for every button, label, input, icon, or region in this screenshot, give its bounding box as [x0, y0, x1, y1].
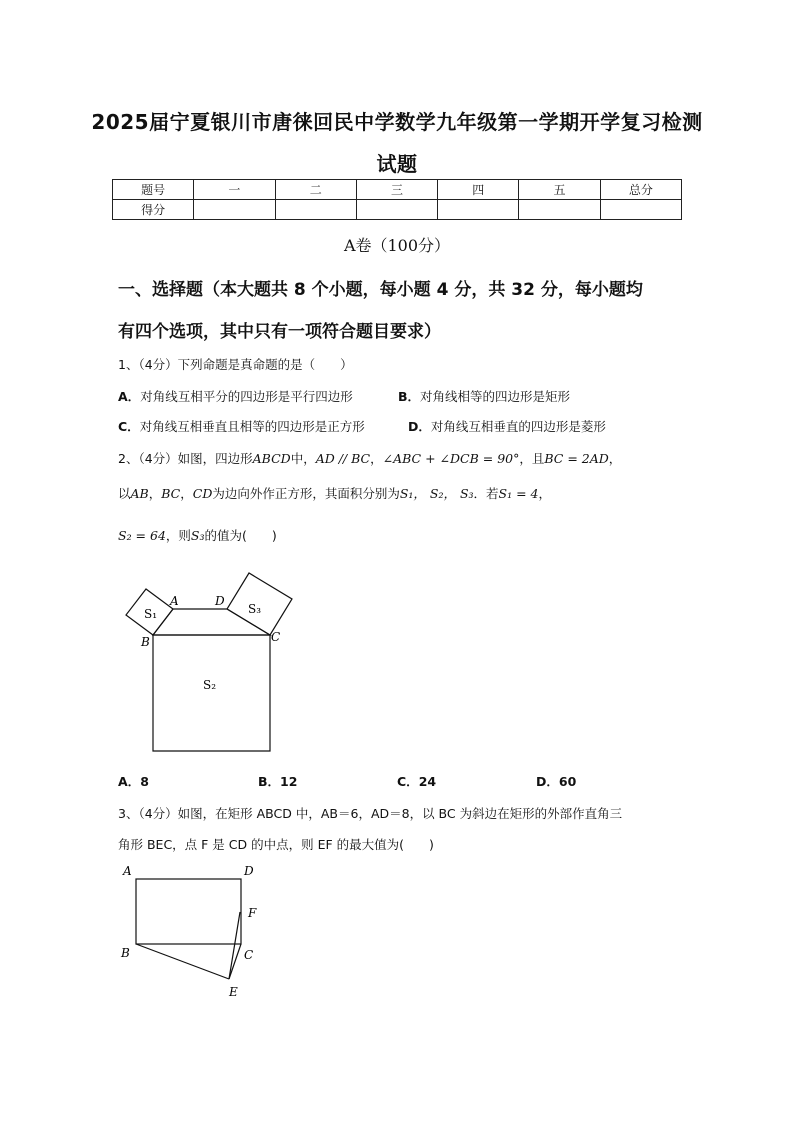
q2-option-label: D． — [536, 774, 559, 789]
q2-text: ，且 — [519, 451, 545, 466]
q1-option-b-text: 对角线相等的四边形是矩形 — [420, 389, 571, 404]
q2-label-c: C — [271, 630, 281, 644]
q2-math-angle: ∠ABC + ∠DCB = 90° — [382, 451, 520, 466]
score-table — [112, 179, 682, 220]
q2-text: 中， — [290, 451, 316, 466]
q2-math-bc: BC = 2AD — [544, 451, 609, 466]
q2-square-s2 — [153, 635, 270, 751]
part1-heading-line2: 有四个选项，其中只有一项符合题目要求） — [118, 322, 441, 342]
q2-line3 — [118, 526, 277, 544]
q2-text: 2、（4分）如图，四边形 — [118, 451, 253, 466]
q2-option-value: 60 — [558, 774, 577, 789]
q2-option-b — [258, 772, 297, 790]
q1-option-d-label: D． — [408, 419, 431, 434]
q2-text: ， — [608, 451, 622, 466]
q3-line2: 角形 BEC，点 F 是 CD 的中点，则 EF 的最大值为( ) — [118, 837, 434, 852]
q3-figure — [115, 860, 275, 1002]
q1-option-d — [408, 417, 606, 435]
q1-option-c — [118, 417, 365, 435]
score-cell — [519, 200, 600, 220]
q2-label-d: D — [215, 594, 225, 608]
q3-label-d: D — [244, 864, 254, 878]
q1-option-a-text: 对角线互相平分的四边形是平行四边形 — [140, 389, 353, 404]
q1-stem: 1、（4分）下列命题是真命题的是（ ） — [118, 357, 353, 372]
q3-segment-be — [136, 944, 229, 979]
score-cell — [356, 200, 437, 220]
q2-option-c — [397, 772, 436, 790]
score-header-cell: 四 — [438, 180, 519, 200]
q2-option-value: 24 — [418, 774, 437, 789]
score-cell — [600, 200, 681, 220]
q2-text: ， — [538, 486, 552, 501]
q3-segment-ec — [229, 944, 241, 979]
q2-option-label: A． — [118, 774, 141, 789]
q2-label-a: A — [170, 594, 179, 608]
q3-label-b: B — [121, 946, 130, 960]
q3-label-f: F — [248, 906, 257, 920]
q3-rectangle — [136, 879, 241, 944]
q2-line1 — [118, 449, 621, 467]
q2-line2 — [118, 484, 551, 502]
score-cell — [438, 200, 519, 220]
score-header-cell: 五 — [519, 180, 600, 200]
score-header-cell: 三 — [356, 180, 437, 200]
score-header-cell: 题号 — [113, 180, 194, 200]
q2-text: ，则 — [165, 528, 191, 543]
q2-text: 的值为( ) — [204, 528, 277, 543]
q2-option-value: 8 — [140, 774, 149, 789]
score-header-cell: 一 — [194, 180, 275, 200]
q2-math-s1: S₁ = 4 — [498, 486, 539, 501]
q2-text: ．若 — [473, 486, 499, 501]
q2-option-d — [536, 772, 576, 790]
q2-math-s2: S₂ = 64 — [118, 528, 166, 543]
q1-option-b-label: B． — [398, 389, 421, 404]
q2-text: ， — [180, 486, 193, 501]
q1-option-a — [118, 387, 353, 405]
q2-label-b: B — [141, 635, 150, 649]
q3-label-e: E — [229, 985, 238, 999]
score-header-cell: 二 — [275, 180, 356, 200]
q1-option-b — [398, 387, 570, 405]
score-table-score-row — [113, 200, 682, 220]
q2-math-cd: CD — [192, 486, 213, 501]
q2-option-a — [118, 772, 149, 790]
q2-math-ab: AB — [130, 486, 149, 501]
q2-math-s3: S₃ — [190, 528, 205, 543]
q2-label-s3: S₃ — [248, 602, 262, 616]
q3-segment-ef — [229, 912, 240, 979]
score-row-label: 得分 — [113, 200, 194, 220]
q2-text: ， — [370, 451, 383, 466]
q2-math-bc2: BC — [161, 486, 181, 501]
page-title-line1: 2025届宁夏银川市唐徕回民中学数学九年级第一学期开学复习检测 — [91, 110, 703, 134]
q2-text: ， — [148, 486, 162, 501]
q2-label-s2: S₂ — [203, 678, 217, 692]
q2-option-value: 12 — [280, 774, 298, 789]
q2-option-label: C． — [397, 774, 419, 789]
q2-option-label: B． — [258, 774, 281, 789]
page-title-line2: 试题 — [376, 152, 418, 176]
q1-option-d-text: 对角线互相垂直的四边形是菱形 — [430, 419, 606, 434]
q2-text: 以 — [118, 486, 131, 501]
q2-text: 为边向外作正方形，其面积分别为 — [212, 486, 400, 501]
q2-math-areas: S₁， S₂， S₃ — [399, 486, 474, 501]
q3-label-c: C — [244, 948, 254, 962]
q2-figure — [115, 565, 305, 760]
q3-label-a: A — [123, 864, 132, 878]
q3-line1: 3、（4分）如图，在矩形 ABCD 中，AB＝6，AD＝8，以 BC 为斜边在矩形的外部作直角三 — [118, 806, 623, 821]
q1-option-c-label: C． — [118, 419, 140, 434]
section-a-heading: A卷（100分） — [343, 236, 451, 255]
q2-label-s1: S₁ — [144, 607, 158, 621]
q1-option-c-text: 对角线互相垂直且相等的四边形是正方形 — [139, 419, 365, 434]
score-header-cell: 总分 — [600, 180, 681, 200]
score-cell — [275, 200, 356, 220]
part1-heading-line1: 一、选择题（本大题共 8 个小题，每小题 4 分，共 32 分，每小题均 — [118, 280, 643, 300]
q1-option-a-label: A． — [118, 389, 141, 404]
q2-math-abcd: ABCD — [252, 451, 291, 466]
q2-math-parallel: AD // BC — [315, 451, 371, 466]
score-table-header-row — [113, 180, 682, 200]
score-cell — [194, 200, 275, 220]
